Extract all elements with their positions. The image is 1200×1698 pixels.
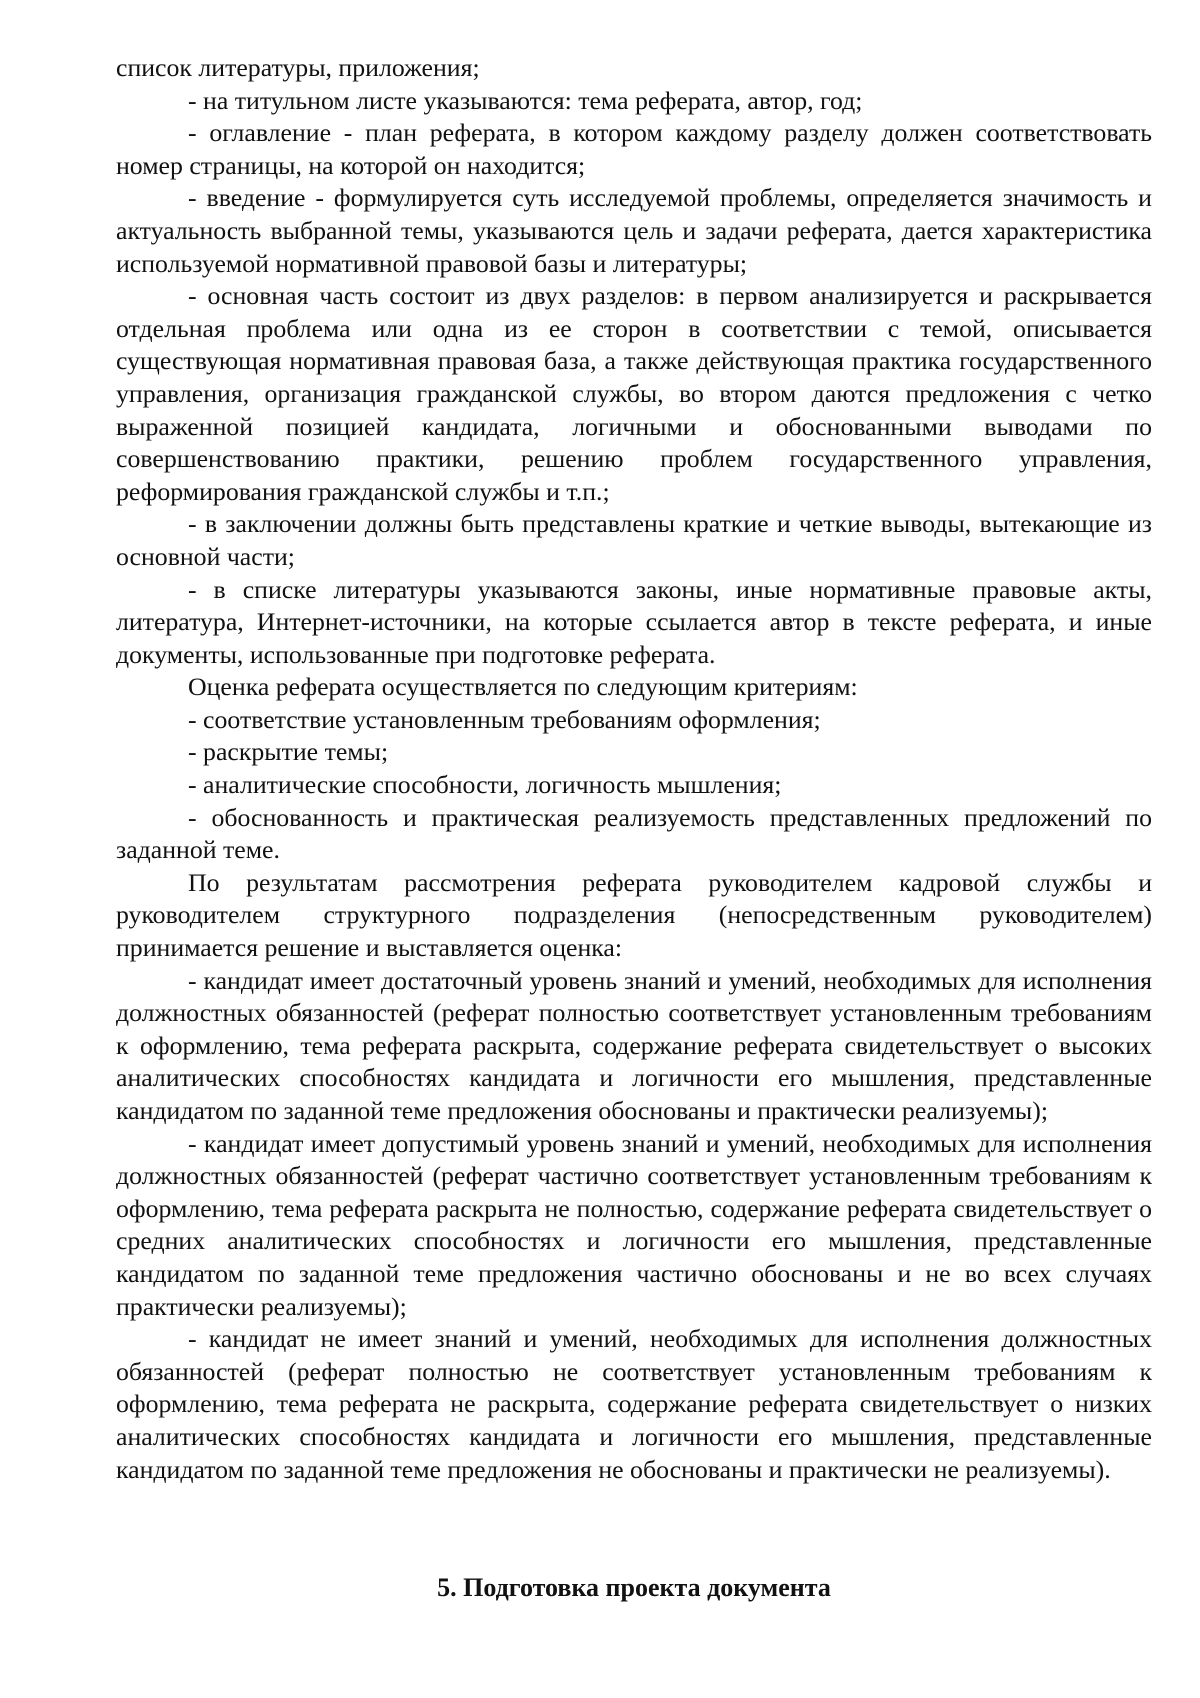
paragraph-grade-sufficient: - кандидат имеет достаточный уровень знаний и умений, необходимых для исполнения должностных обязанностей (реферат полностью соответствует установленным требованиям к оформлению, тема реферата раскрыта, содержание реферата свидетельствует о высоких аналитических способностях кандидата и логичности его мышления, представленные кандидатом по заданной теме предложения обоснованы и практически реализуемы);: [116, 965, 1152, 1125]
paragraph-continuation: список литературы, приложения;: [116, 53, 480, 82]
document-body: [116, 52, 1152, 1486]
paragraph-criterion-topic: - раскрытие темы;: [188, 737, 389, 767]
paragraph-grade-acceptable: - кандидат имеет допустимый уровень знаний и умений, необходимых для исполнения должностных обязанностей (реферат частично соответствует установленным требованиям к оформлению, тема реферата раскрыта не полностью, содержание реферата свидетельствует о средних аналитических способностях и логичности его мышления, представленные кандидатом по заданной теме предложения частично обоснованы и не во всех случаях практически реализуемы);: [116, 1128, 1152, 1321]
paragraph-criterion-formatting: - соответствие установленным требованиям оформления;: [188, 704, 821, 734]
section-heading: 5. Подготовка проекта документа: [437, 1573, 831, 1602]
paragraph-introduction: - введение - формулируется суть исследуемой проблемы, определяется значимость и актуальность выбранной темы, указываются цель и задачи реферата, дается характеристика используемой нормативной правовой базы и литературы;: [116, 183, 1152, 278]
paragraph-references: - в списке литературы указываются законы, иные нормативные правовые акты, литература, Интернет-источники, на которые ссылается автор в тексте реферата, и иные документы, использованные при подготовке реферата.: [116, 574, 1152, 669]
paragraph-criterion-analytics: - аналитические способности, логичность мышления;: [188, 770, 782, 800]
paragraph-main-part: - основная часть состоит из двух разделов: в первом анализируется и раскрывается отдельная проблема или одна из ее сторон в соответствии с темой, описывается существующая нормативная правовая база, а также действующая практика государственного управления, организация гражданской службы, во втором даются предложения с четко выраженной позицией кандидата, логичными и обоснованными выводами по совершенствованию практики, решению проблем государственного управления, реформирования гражданской службы и т.п.;: [116, 281, 1152, 506]
paragraph-table-of-contents: - оглавление - план реферата, в котором каждому разделу должен соответствовать номер страницы, на которой он находится;: [116, 118, 1152, 180]
paragraph-grade-insufficient: - кандидат не имеет знаний и умений, необходимых для исполнения должностных обязанностей (реферат полностью не соответствует установленным требованиям к оформлению, тема реферата не раскрыта, содержание реферата свидетельствует о низких аналитических способностях кандидата и логичности его мышления, представленные кандидатом по заданной теме предложения не обоснованы и практически не реализуемы).: [116, 1324, 1152, 1484]
paragraph-title-page: - на титульном листе указываются: тема реферата, автор, год;: [188, 85, 863, 115]
paragraph-criteria-intro: Оценка реферата осуществляется по следующим критериям:: [188, 672, 858, 702]
paragraph-criterion-proposals: - обоснованность и практическая реализуемость представленных предложений по заданной теме.: [116, 802, 1152, 865]
paragraph-review-results: По результатам рассмотрения реферата руководителем кадровой службы и руководителем структурного подразделения (непосредственным руководителем) принимается решение и выставляется оценка:: [116, 867, 1152, 963]
paragraph-conclusion: - в заключении должны быть представлены краткие и четкие выводы, вытекающие из основной части;: [116, 509, 1152, 571]
